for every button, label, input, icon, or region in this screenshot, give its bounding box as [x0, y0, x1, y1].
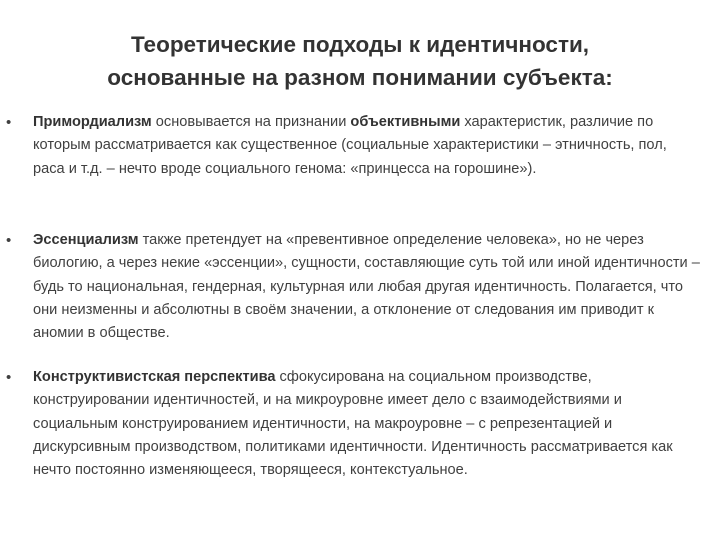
- bullet-body: также претендует на «превентивное определение человека», но не через биологию, а через некие «эссенции», сущности, составляющие суть той или иной идентичности – будь то национальная, гендерная, культурная или любая другая идентичность. Полагается, что они неизменны и абсолютны в своём значении, а отклонение от следования им приводит к аномии в обществе.: [33, 232, 700, 342]
- bullet-body: характеристик, различие по которым рассматривается как существенное (социальные характеристики – этничность, пол, раса и т.д. – нечто вроде социального генома: «принцесса на горошине»).: [33, 114, 667, 177]
- bullet-term: Примордиализм: [33, 114, 152, 130]
- bullet-text: [33, 229, 701, 345]
- bullet-text: [33, 366, 701, 482]
- bullet-body: основывается на признании: [151, 114, 351, 130]
- bullet-term: Эссенциализм: [33, 232, 139, 248]
- slide-title-line-1: Теоретические подходы к идентичности,: [130, 32, 590, 57]
- bullet-icon: •: [6, 114, 12, 131]
- bullet-body: сфокусирована на социальном производстве, конструировании идентичностей, и на микроуровне имеет дело с взаимодействиями и социальным конструированием идентичности, на макроуровне – с репрезентацией и дискурсивным производством, политиками идентичности. Идентичность рассматривается как нечто постоянно изменяющееся, творящееся, контекстуальное.: [33, 369, 673, 479]
- bullet-emphasis: объективными: [350, 114, 461, 130]
- bullet-text: [33, 111, 701, 181]
- slide-title-line-2: основанные на разном понимании субъекта:: [107, 65, 613, 90]
- bullet-icon: •: [6, 232, 12, 249]
- bullet-term: Конструктивистская перспектива: [33, 369, 276, 385]
- bullet-icon: •: [6, 369, 12, 386]
